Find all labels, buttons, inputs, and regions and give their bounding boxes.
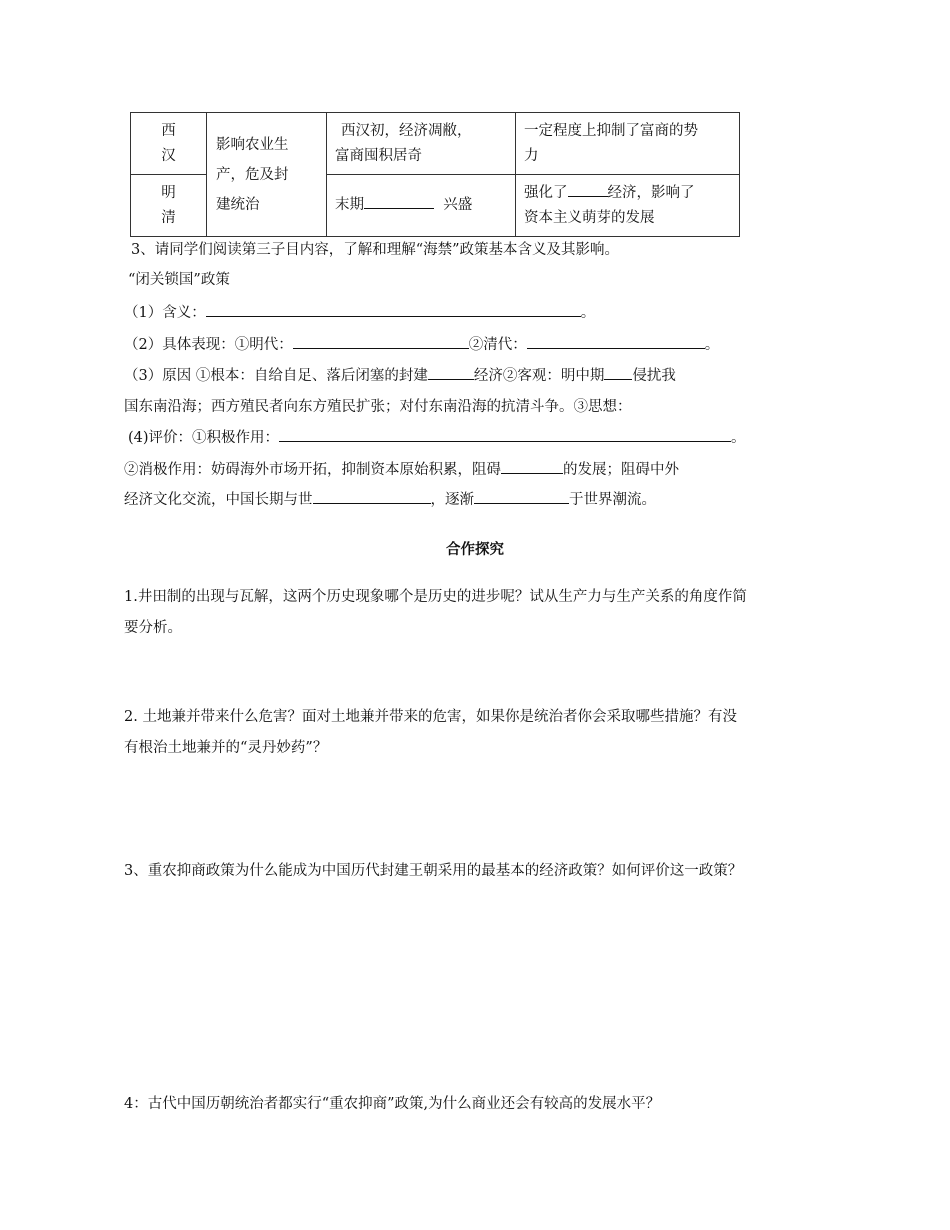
question-4: 4：古代中国历朝统治者都实行“重农抑商”政策,为什么商业还会有较高的发展水平？	[124, 1096, 661, 1112]
answer-blank[interactable]	[428, 364, 474, 380]
answer-blank[interactable]	[474, 488, 569, 504]
answer-blank[interactable]	[293, 333, 469, 349]
answer-blank[interactable]	[568, 181, 608, 197]
table-row	[131, 113, 740, 175]
answer-blank[interactable]	[279, 426, 731, 442]
situation-cell: 西汉初，经济凋敝， 富商囤积居奇	[327, 113, 516, 175]
situation-cell: 末期 兴盛	[327, 175, 516, 237]
question-1-line1: 1.井田制的出现与瓦解，这两个历史现象哪个是历史的进步呢？试从生产力与生产关系的角度作简	[124, 589, 747, 605]
answer-blank[interactable]	[527, 333, 705, 349]
negative-line: ②消极作用：妨碍海外市场开拓，抑制资本原始积累，阻碍 的发展；阻碍中外	[124, 458, 679, 479]
section3-intro: 3、请同学们阅读第三子目内容，了解和理解“海禁”政策基本含义及其影响。	[131, 242, 620, 258]
result-cell: 一定程度上抑制了富商的势 力	[516, 113, 740, 175]
answer-blank[interactable]	[313, 488, 431, 504]
answer-blank[interactable]	[604, 364, 632, 380]
policy-title: “闭关锁国”政策	[128, 272, 230, 288]
item2-line: （2）具体表现：①明代： ②清代： 。	[124, 333, 719, 354]
answer-blank[interactable]	[206, 301, 581, 317]
question-2-line2: 有根治土地兼并的“灵丹妙药”？	[124, 740, 328, 756]
negative-line2: 经济文化交流，中国长期与世 ，逐渐 于世界潮流。	[124, 488, 656, 509]
item3-line2: 国东南沿海；西方殖民者向东方殖民扩张；对付东南沿海的抗清斗争。③思想：	[124, 399, 632, 415]
answer-blank[interactable]	[364, 193, 434, 209]
answer-blank[interactable]	[501, 458, 563, 474]
dynasty-cell: 明 清	[131, 175, 207, 237]
item4-line: (4)评价：①积极作用： 。	[128, 426, 746, 447]
question-1-line2: 要分析。	[124, 620, 182, 636]
cooperation-heading: 合作探究	[446, 541, 504, 558]
policy-table	[130, 112, 740, 237]
question-2-line1: 2. 土地兼并带来什么危害？面对土地兼并带来的危害，如果你是统治者你会采取哪些措施？有没	[124, 709, 737, 725]
effect-cell: 影响农业生 产，危及封 建统治	[207, 113, 327, 237]
dynasty-cell: 西 汉	[131, 113, 207, 175]
item1-line: （1）含义： 。	[124, 301, 595, 322]
item3-line: （3）原因 ①根本：自给自足、落后闭塞的封建 经济②客观：明中期 侵扰我	[124, 364, 676, 385]
result-cell: 强化了 经济，影响了 资本主义萌芽的发展	[516, 175, 740, 237]
question-3: 3、重农抑商政策为什么能成为中国历代封建王朝采用的最基本的经济政策？如何评价这一政策？	[124, 863, 743, 879]
